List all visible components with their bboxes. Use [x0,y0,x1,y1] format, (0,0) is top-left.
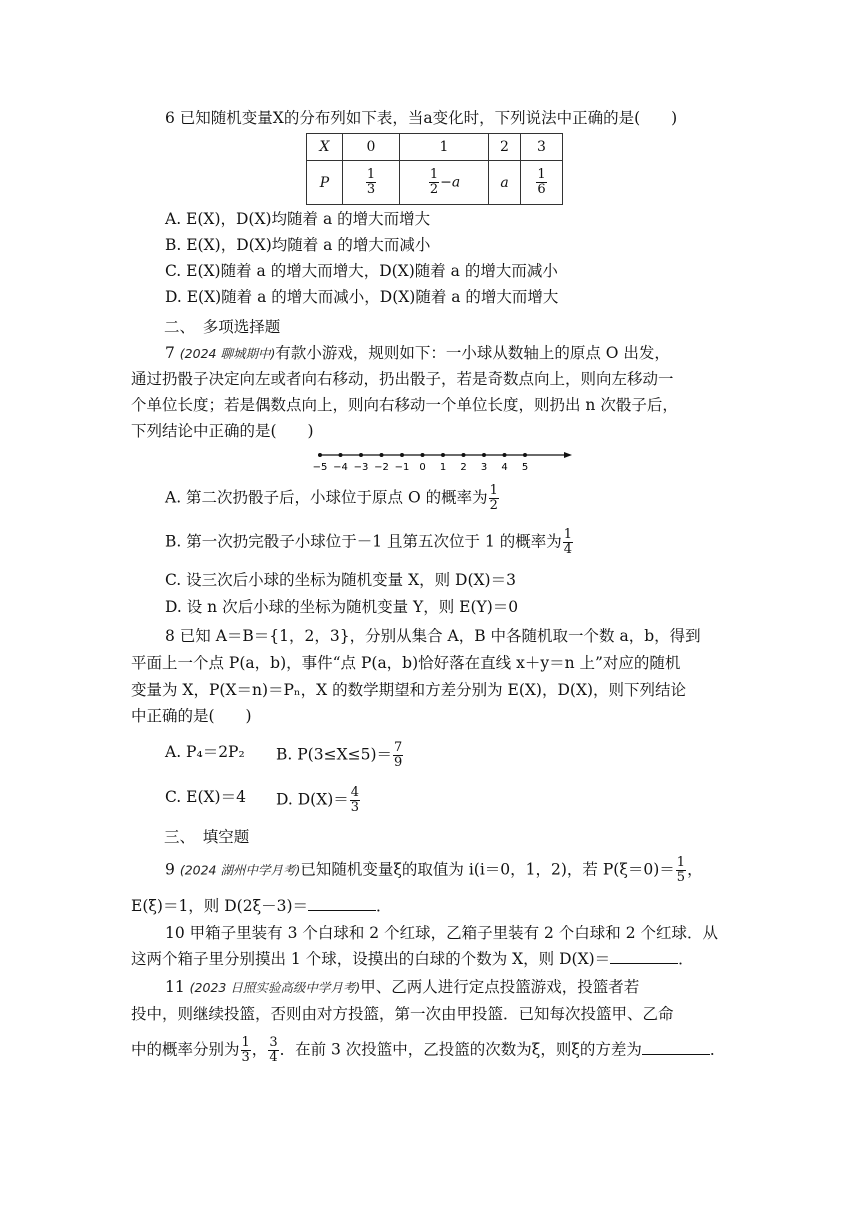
q6-option-d: D. E(X)随着 a 的增大而减小，D(X)随着 a 的增大而增大 [165,288,559,306]
table-row-label-p: P [319,174,330,191]
number-line-tick-label: 4 [501,462,508,473]
q8-option-d: D. D(X)＝ $\frac{4}{3}$ [276,785,360,815]
number-line-point [421,453,425,457]
number-line-tick-label: −5 [312,462,328,473]
table-header-1: 1 [400,134,489,161]
q9-source: (2024 湖州中学月考) [179,862,301,878]
q11-line-3: 中的概率分别为 $\frac{1}{3}$ ， $\frac{3}{4}$ ．在前 3 次投篮中，乙投篮的次数为ξ，则ξ的方差为 ． [131,1035,726,1065]
number-line-arrow [564,452,572,458]
q7-option-c: C. 设三次后小球的坐标为随机变量 X，则 D(X)＝3 [165,571,516,589]
q7-option-d: D. 设 n 次后小球的坐标为随机变量 Y，则 E(Y)＝0 [165,598,519,616]
q6-option-a: A. E(X)，D(X)均随着 a 的增大而增大 [165,210,431,228]
q11-line-1: 11 (2023 日照实验高级中学月考)甲、乙两人进行定点投篮游戏，投篮者若 [165,978,640,996]
number-line-tick-label: −4 [333,462,348,473]
table-header-0: 0 [343,134,400,161]
number-line-tick-label: −3 [353,462,369,473]
q8-line-1: 8 已知 A＝B＝{1，2，3}，分别从集合 A，B 中各随机取一个数 a，b，得到 [165,627,701,645]
q8-line-4: 中正确的是( ) [131,707,252,725]
q7-option-b: B. 第一次扔完骰子小球位于－1 且第五次位于 1 的概率为 $\frac{1}{4}$ [165,527,573,557]
number-line-tick-label: 5 [521,462,529,473]
number-line-diagram [310,444,575,474]
table-header-3: 3 [521,134,563,161]
number-line-point [318,453,322,457]
q10-line-1: 10 甲箱子里装有 3 个白球和 2 个红球，乙箱子里装有 2 个白球和 2 个红球．从 [165,924,719,942]
table-cell-p0: $\frac{1}{3}$ [343,161,400,205]
q8-option-a: A. P₄＝2P₂ [165,743,245,761]
table-cell-p2: a [489,161,521,205]
number-line-point [359,453,363,457]
number-line-point [380,453,384,457]
q9-line-2: E(ξ)＝1，则 D(2ξ－3)＝ ． [131,897,392,915]
number-line-tick-label: 0 [419,462,426,473]
q7-line-1: 7 (2024 聊城期中)有款小游戏，规则如下：一小球从数轴上的原点 O 出发， [165,344,670,362]
table-header-x: X [319,139,330,155]
number-line-tick-label: 2 [460,462,467,473]
number-line-tick-label: 1 [439,462,447,473]
number-line-point [441,453,445,457]
q8-option-c: C. E(X)＝4 [165,788,246,806]
q7-option-a: A. 第二次扔骰子后，小球位于原点 O 的概率为 $\frac{1}{2}$ [165,483,498,513]
number-line-point [339,453,343,457]
section-multi-choice: 二、 多项选择题 [164,318,281,336]
section-fill-blank: 三、 填空题 [164,828,250,846]
q10-line-2: 这两个箱子里分别摸出 1 个球，设摸出的白球的个数为 X，则 D(X)＝ ． [131,950,694,968]
q7-line-2: 通过扔骰子决定向左或者向右移动，扔出骰子，若是奇数点向上，则向左移动一 [131,370,674,388]
number-line-point [523,453,527,457]
q6-option-c: C. E(X)随着 a 的增大而增大，D(X)随着 a 的增大而减小 [165,262,558,280]
table-cell-p1: $\frac{1}{2}$ −a [400,161,489,205]
q10-answer-blank[interactable] [610,949,678,964]
number-line-point [462,453,466,457]
q7-line-3: 个单位长度；若是偶数点向上，则向右移动一个单位长度，则扔出 n 次骰子后， [131,396,678,414]
q8-option-b: B. P(3≤X≤5)＝ $\frac{7}{9}$ [276,740,403,770]
q11-answer-blank[interactable] [642,1040,710,1055]
distribution-table [306,133,563,205]
number-line-point [482,453,486,457]
number-line-tick-label: −1 [394,462,410,473]
table-header-2: 2 [489,134,521,161]
q6-option-b: B. E(X)，D(X)均随着 a 的增大而减小 [165,236,431,254]
number-line-point [503,453,507,457]
q7-line-4: 下列结论中正确的是( ) [131,422,314,440]
number-line-tick-label: 3 [480,462,488,473]
q8-line-2: 平面上一个点 P(a，b)，事件“点 P(a，b)恰好落在直线 x＋y＝n 上”对应的随机 [131,654,681,672]
q9-answer-blank[interactable] [308,896,376,911]
table-cell-p3: $\frac{1}{6}$ [521,161,563,205]
number-line-tick-label: −2 [374,462,389,473]
number-line-point [400,453,404,457]
q11-source: (2023 日照实验高级中学月考) [189,980,361,995]
q8-line-3: 变量为 X，P(X＝n)＝Pₙ，X 的数学期望和方差分别为 E(X)，D(X)，则下列结论 [131,681,687,699]
q6-stem: 6 已知随机变量X的分布列如下表，当a变化时，下列说法中正确的是( ) [165,109,678,127]
q11-line-2: 投中，则继续投篮，否则由对方投篮，第一次由甲投篮．已知每次投篮甲、乙命 [131,1005,674,1023]
q9-line-1: 9 (2024 湖州中学月考)已知随机变量ξ的取值为 i(i＝0，1，2)，若 P(ξ＝0)＝ $\frac{1}{5}$ ， [165,855,703,885]
q7-source: (2024 聊城期中) [179,346,276,361]
